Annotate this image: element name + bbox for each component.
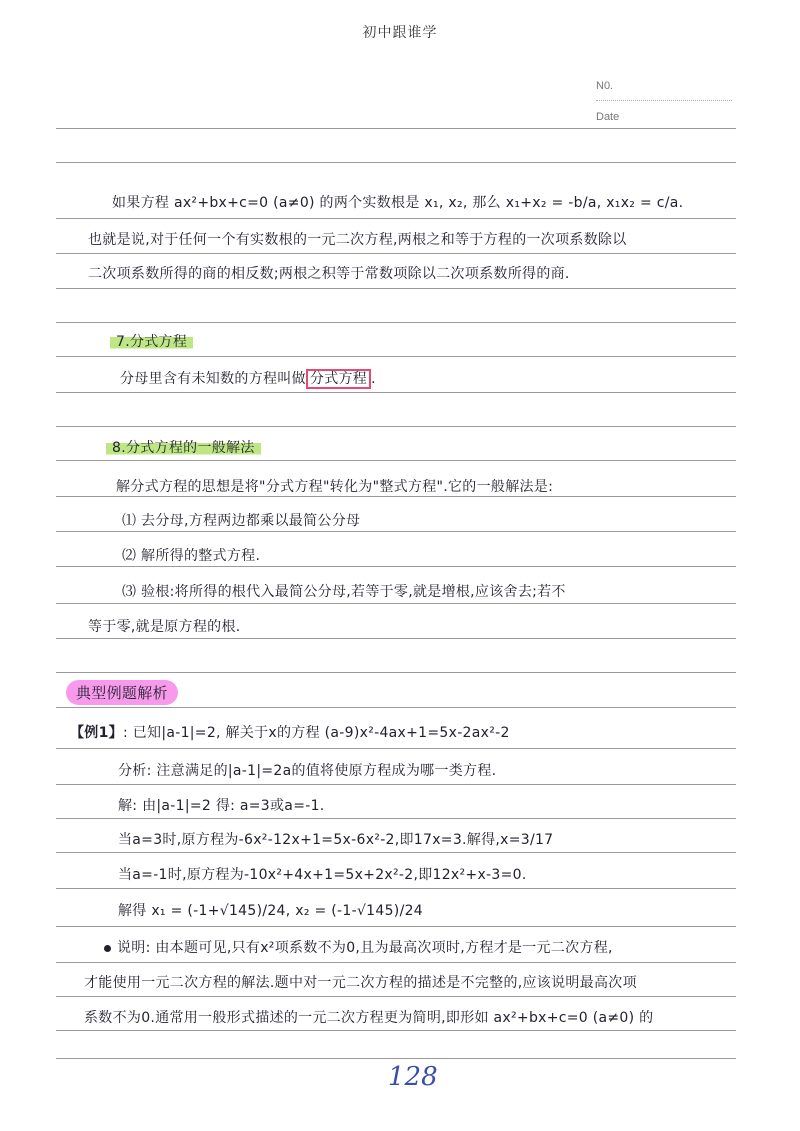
note-line-3: 系数不为0.通常用一般形式描述的一元二次方程更为简明,即形如 ax²+bx+c=0 (a≠0) 的 bbox=[84, 1010, 654, 1026]
page-number: 128 bbox=[388, 1062, 438, 1092]
bullet-dot bbox=[104, 945, 111, 952]
example-1-question bbox=[70, 722, 510, 742]
vieta-paragraph-line-2: 也就是说,对于任何一个有实数根的一元二次方程,两根之和等于方程的一次项系数除以 bbox=[88, 232, 627, 248]
section-7-heading: 7.分式方程 bbox=[110, 331, 193, 351]
boxed-term: 分式方程 bbox=[306, 369, 371, 389]
definition-end: . bbox=[371, 371, 376, 387]
date-label: Date bbox=[596, 111, 620, 123]
example-1-text: : 已知|a-1|=2, 解关于x的方程 (a-9)x²-4ax+1=5x-2ax²-2 bbox=[122, 725, 510, 741]
section-8-step-3-cont: 等于零,就是原方程的根. bbox=[88, 619, 241, 635]
examples-heading: 典型例题解析 bbox=[66, 680, 178, 705]
example-1-label: 【例1】 bbox=[70, 725, 123, 741]
example-1-analysis: 分析: 注意满足的|a-1|=2a的值将使原方程成为哪一类方程. bbox=[118, 763, 497, 779]
solution-line-3: 当a=-1时,原方程为-10x²+4x+1=5x+2x²-2,即12x²+x-3=0. bbox=[118, 867, 527, 883]
solution-line-2: 当a=3时,原方程为-6x²-12x+1=5x-6x²-2,即17x=3.解得,x=3/17 bbox=[118, 832, 554, 848]
definition-text: 分母里含有未知数的方程叫做 bbox=[120, 371, 306, 387]
section-8-step-3: ⑶ 验根:将所得的根代入最简公分母,若等于零,就是增根,应该舍去;若不 bbox=[122, 584, 566, 600]
solution-line-4: 解得 x₁ = (-1+√145)/24, x₂ = (-1-√145)/24 bbox=[118, 903, 424, 919]
section-8-heading: 8.分式方程的一般解法 bbox=[106, 437, 261, 457]
number-label: N0. bbox=[596, 80, 614, 92]
section-8-line-1: 解分式方程的思想是将"分式方程"转化为"整式方程".它的一般解法是: bbox=[116, 479, 554, 495]
vieta-paragraph-line-3: 二次项系数所得的商的相反数;两根之积等于常数项除以二次项系数所得的商. bbox=[88, 266, 570, 282]
note-line-1 bbox=[104, 937, 613, 957]
note-line-2: 才能使用一元二次方程的解法.题中对一元二次方程的描述是不完整的,应该说明最高次项 bbox=[84, 975, 637, 991]
page-header-title: 初中跟谁学 bbox=[362, 25, 438, 41]
section-8-step-2: ⑵ 解所得的整式方程. bbox=[122, 548, 261, 564]
vieta-paragraph-line-1: 如果方程 ax²+bx+c=0 (a≠0) 的两个实数根是 x₁, x₂, 那么 x₁+x₂ = -b/a, x₁x₂ = c/a. bbox=[112, 195, 684, 211]
section-8-step-1: ⑴ 去分母,方程两边都乘以最简公分母 bbox=[122, 513, 361, 529]
solution-line-1: 解: 由|a-1|=2 得: a=3或a=-1. bbox=[118, 798, 325, 814]
number-dotted-line bbox=[596, 100, 732, 101]
section-7-definition bbox=[120, 368, 376, 388]
note-text-1: 说明: 由本题可见,只有x²项系数不为0,且为最高次项时,方程才是一元二次方程, bbox=[117, 940, 613, 956]
